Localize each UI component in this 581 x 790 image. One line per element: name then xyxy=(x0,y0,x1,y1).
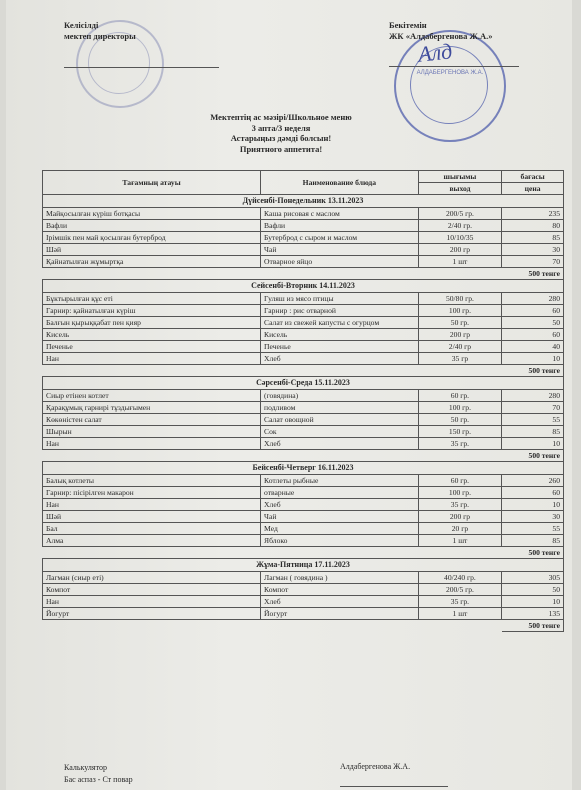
dish-name-kz: Бал xyxy=(43,523,261,535)
dish-name-kz: Гарнир: пісірілген макарон xyxy=(43,487,261,499)
dish-price: 10 xyxy=(502,353,564,365)
table-row xyxy=(43,317,564,329)
dish-portion: 200/5 гр. xyxy=(418,584,502,596)
dish-name-ru: Хлеб xyxy=(261,499,419,511)
table-row xyxy=(43,341,564,353)
chef-label: Бас аспаз - Ст повар xyxy=(64,775,133,784)
dish-name-ru: Гарнир : рис отварной xyxy=(261,305,419,317)
title-line-4: Приятного аппетита! xyxy=(239,143,323,154)
dish-price: 60 xyxy=(502,487,564,499)
dish-name-ru: Салат из свежей капусты с огурцом xyxy=(261,317,419,329)
dish-portion: 35 гр xyxy=(418,353,502,365)
col-header-out-ru: выход xyxy=(418,183,502,195)
dish-portion: 60 гр. xyxy=(418,475,502,487)
dish-name-ru: Котлеты рыбные xyxy=(261,475,419,487)
dish-portion: 1 шт xyxy=(418,608,502,620)
table-row xyxy=(43,208,564,220)
stamp-text: АЛДАБЕРГЕНОВА Ж.А. xyxy=(416,70,484,76)
dish-portion: 35 гр. xyxy=(418,499,502,511)
dish-name-kz: Компот xyxy=(43,584,261,596)
dish-price: 235 xyxy=(502,208,564,220)
dish-portion: 200 гр xyxy=(418,329,502,341)
signature-line-left xyxy=(64,67,219,68)
day-total: 500 тенге xyxy=(502,450,564,462)
day-total-row xyxy=(43,547,564,559)
table-row xyxy=(43,426,564,438)
dish-portion: 200 гр xyxy=(418,511,502,523)
table-row xyxy=(43,329,564,341)
dish-price: 55 xyxy=(502,414,564,426)
dish-name-kz: Шәй xyxy=(43,511,261,523)
menu-table xyxy=(42,170,564,632)
dish-name-kz: Гарнир: қайнатылған күріш xyxy=(43,305,261,317)
dish-price: 60 xyxy=(502,305,564,317)
day-title: Бейсенбі-Четверг 16.11.2023 xyxy=(43,462,564,475)
table-row xyxy=(43,475,564,487)
dish-name-kz: Кисель xyxy=(43,329,261,341)
dish-name-ru: Гуляш из мясо птицы xyxy=(261,293,419,305)
dish-name-kz: Вафли xyxy=(43,220,261,232)
dish-name-kz: Лагман (сиыр еті) xyxy=(43,572,261,584)
table-row xyxy=(43,608,564,620)
menu-document xyxy=(6,0,572,790)
table-row xyxy=(43,293,564,305)
dish-name-kz: Бұктырылған құс еті xyxy=(43,293,261,305)
table-row xyxy=(43,256,564,268)
dish-portion: 150 гр. xyxy=(418,426,502,438)
dish-name-ru: Отварное яйцо xyxy=(261,256,419,268)
dish-name-ru: Чай xyxy=(261,511,419,523)
calculator-label: Калькулятор xyxy=(64,763,107,772)
dish-name-ru: Мед xyxy=(261,523,419,535)
dish-name-kz: Ірімшік пен май қосылған бутерброд xyxy=(43,232,261,244)
approver-name: ЖК «Алдабергенова Ж.А.» xyxy=(389,31,493,41)
dish-price: 85 xyxy=(502,426,564,438)
total-spacer xyxy=(43,450,502,462)
signature: Алд xyxy=(416,38,454,67)
table-row xyxy=(43,572,564,584)
dish-price: 40 xyxy=(502,341,564,353)
table-row xyxy=(43,305,564,317)
dish-price: 50 xyxy=(502,317,564,329)
dish-name-ru: Компот xyxy=(261,584,419,596)
day-title: Сейсенбі-Вторник 14.11.2023 xyxy=(43,280,564,293)
dish-name-kz: Нан xyxy=(43,353,261,365)
table-row xyxy=(43,523,564,535)
total-spacer xyxy=(43,365,502,377)
dish-portion: 50 гр. xyxy=(418,414,502,426)
dish-portion: 1 шт xyxy=(418,535,502,547)
table-row xyxy=(43,499,564,511)
dish-portion: 100 гр. xyxy=(418,305,502,317)
dish-name-ru: Кисель xyxy=(261,329,419,341)
day-total: 500 тенге xyxy=(502,547,564,559)
dish-price: 305 xyxy=(502,572,564,584)
table-row xyxy=(43,438,564,450)
title-line-2: 3 апта/3 неделя xyxy=(251,122,311,133)
approve-label: Бекітемін xyxy=(389,20,427,30)
total-spacer xyxy=(43,547,502,559)
dish-name-ru: Печенье xyxy=(261,341,419,353)
dish-price: 135 xyxy=(502,608,564,620)
col-header-out-kz: шығымы xyxy=(418,171,502,183)
table-row xyxy=(43,244,564,256)
col-header-ru: Наименование блюда xyxy=(261,171,419,195)
dish-price: 10 xyxy=(502,438,564,450)
dish-price: 50 xyxy=(502,584,564,596)
dish-price: 85 xyxy=(502,535,564,547)
dish-price: 60 xyxy=(502,329,564,341)
dish-name-kz: Нан xyxy=(43,438,261,450)
dish-portion: 60 гр. xyxy=(418,390,502,402)
dish-price: 80 xyxy=(502,220,564,232)
dish-name-kz: Қайнатылған жұмыртқа xyxy=(43,256,261,268)
table-row xyxy=(43,511,564,523)
header-left xyxy=(64,20,136,42)
day-header-row xyxy=(43,377,564,390)
dish-name-ru: Хлеб xyxy=(261,438,419,450)
dish-name-kz: Шәй xyxy=(43,244,261,256)
dish-portion: 100 гр. xyxy=(418,402,502,414)
dish-name-kz: Печенье xyxy=(43,341,261,353)
dish-name-ru: Лагман ( говядина ) xyxy=(261,572,419,584)
day-title: Жұма-Пятница 17.11.2023 xyxy=(43,559,564,572)
day-header-row xyxy=(43,195,564,208)
table-row xyxy=(43,535,564,547)
table-row xyxy=(43,414,564,426)
dish-portion: 200/5 гр. xyxy=(418,208,502,220)
dish-name-ru: Йогурт xyxy=(261,608,419,620)
table-row xyxy=(43,487,564,499)
total-spacer xyxy=(43,620,502,632)
dish-price: 70 xyxy=(502,256,564,268)
dish-portion: 35 гр. xyxy=(418,438,502,450)
dish-name-kz: Көкөністен салат xyxy=(43,414,261,426)
col-header-price-kz: бағасы xyxy=(502,171,564,183)
dish-name-kz: Майқосылған күріш ботқасы xyxy=(43,208,261,220)
menu-body xyxy=(43,195,564,632)
dish-name-kz: Сиыр етінен котлет xyxy=(43,390,261,402)
dish-name-ru: отварные xyxy=(261,487,419,499)
dish-name-kz: Алма xyxy=(43,535,261,547)
dish-price: 280 xyxy=(502,293,564,305)
footer-left xyxy=(64,762,133,786)
dish-name-kz: Йогурт xyxy=(43,608,261,620)
dish-name-ru: Каша рисовая с маслом xyxy=(261,208,419,220)
footer-signer-name: Алдабергенова Ж.А. xyxy=(340,762,411,771)
col-header-kz: Тағамның атауы xyxy=(43,171,261,195)
dish-price: 280 xyxy=(502,390,564,402)
day-title: Дүйсенбі-Понедельник 13.11.2023 xyxy=(43,195,564,208)
total-spacer xyxy=(43,268,502,280)
dish-name-ru: Вафли xyxy=(261,220,419,232)
dish-price: 10 xyxy=(502,596,564,608)
day-title: Сәрсенбі-Среда 15.11.2023 xyxy=(43,377,564,390)
dish-name-ru: Бутерброд с сыром и маслом xyxy=(261,232,419,244)
dish-portion: 1 шт xyxy=(418,256,502,268)
dish-name-ru: Чай xyxy=(261,244,419,256)
day-total-row xyxy=(43,365,564,377)
dish-portion: 35 гр. xyxy=(418,596,502,608)
dish-price: 30 xyxy=(502,244,564,256)
dish-portion: 2/40 гр. xyxy=(418,220,502,232)
table-row xyxy=(43,596,564,608)
signature-line-right xyxy=(389,66,519,67)
day-header-row xyxy=(43,462,564,475)
col-header-price-ru: цена xyxy=(502,183,564,195)
dish-name-ru: Хлеб xyxy=(261,596,419,608)
header-right xyxy=(389,20,493,42)
menu-title xyxy=(156,112,406,154)
dish-name-kz: Балық котлеты xyxy=(43,475,261,487)
day-total: 500 тенге xyxy=(502,620,564,632)
day-total: 500 тенге xyxy=(502,268,564,280)
dish-portion: 20 гр xyxy=(418,523,502,535)
table-row xyxy=(43,232,564,244)
dish-name-ru: (говядина) xyxy=(261,390,419,402)
table-row xyxy=(43,402,564,414)
dish-price: 260 xyxy=(502,475,564,487)
day-total-row xyxy=(43,268,564,280)
table-row xyxy=(43,390,564,402)
dish-portion: 2/40 гр xyxy=(418,341,502,353)
dish-price: 30 xyxy=(502,511,564,523)
dish-name-ru: Салат овощной xyxy=(261,414,419,426)
dish-price: 55 xyxy=(502,523,564,535)
dish-name-ru: подливом xyxy=(261,402,419,414)
dish-portion: 10/10/35 xyxy=(418,232,502,244)
dish-name-kz: Балғын қырыққабат пен қияр xyxy=(43,317,261,329)
dish-price: 85 xyxy=(502,232,564,244)
dish-name-ru: Яблоко xyxy=(261,535,419,547)
title-line-1: Мектептің ас мәзірі/Школьное меню xyxy=(210,112,352,122)
dish-name-ru: Хлеб xyxy=(261,353,419,365)
table-row xyxy=(43,584,564,596)
dish-name-kz: Нан xyxy=(43,499,261,511)
dish-portion: 200 гр xyxy=(418,244,502,256)
title-line-3: Астарыңыз дәмді болсын! xyxy=(230,133,332,143)
dish-portion: 40/240 гр. xyxy=(418,572,502,584)
table-row xyxy=(43,220,564,232)
day-header-row xyxy=(43,280,564,293)
dish-name-kz: Қарақұмық гарнирі тұздығымен xyxy=(43,402,261,414)
dish-portion: 100 гр. xyxy=(418,487,502,499)
dish-price: 70 xyxy=(502,402,564,414)
day-total-row xyxy=(43,450,564,462)
footer-signature-line xyxy=(340,786,448,787)
dish-name-ru: Сок xyxy=(261,426,419,438)
dish-portion: 50 гр. xyxy=(418,317,502,329)
table-row xyxy=(43,353,564,365)
day-total: 500 тенге xyxy=(502,365,564,377)
dish-name-kz: Нан xyxy=(43,596,261,608)
day-total-row xyxy=(43,620,564,632)
dish-price: 10 xyxy=(502,499,564,511)
dish-portion: 50/80 гр. xyxy=(418,293,502,305)
day-header-row xyxy=(43,559,564,572)
dish-name-kz: Шырын xyxy=(43,426,261,438)
agreed-label: Келісілді xyxy=(64,20,99,30)
director-label: мектеп директоры xyxy=(64,31,136,41)
